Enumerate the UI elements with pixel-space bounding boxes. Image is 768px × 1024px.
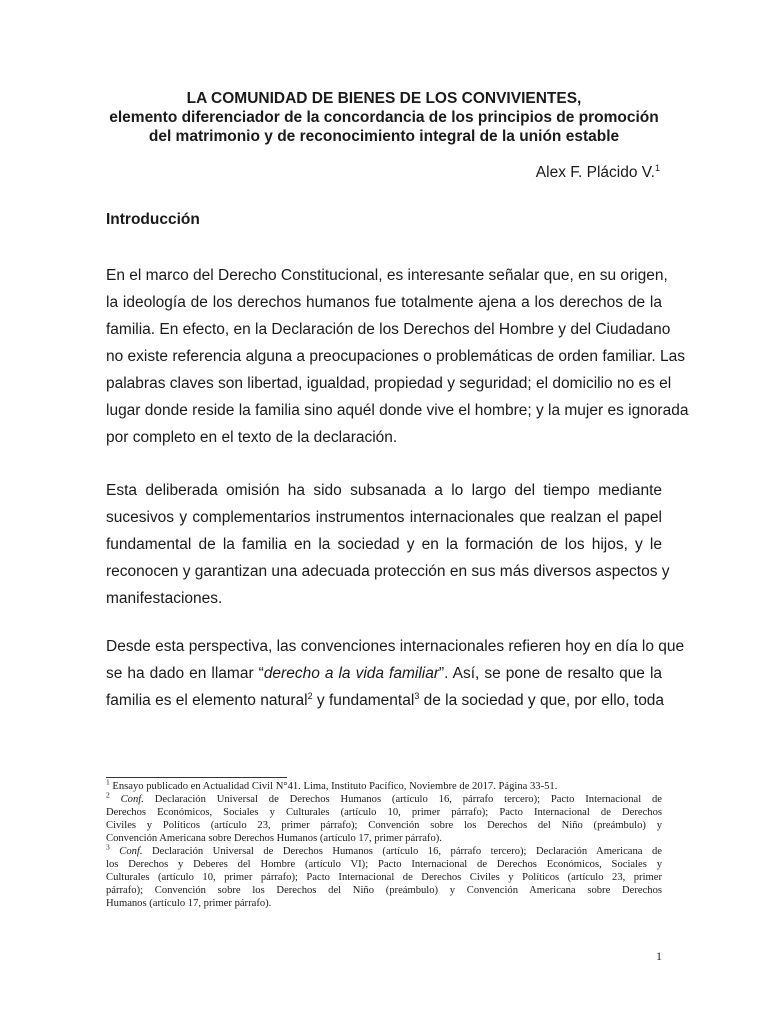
footnote-2 — [106, 790, 662, 806]
footnote-ref: 2 — [307, 690, 313, 701]
footnote-text: Civiles y Políticos (artículo 23, primer párrafo); Convención sobre los Derechos del Niño (preámbulo) y — [106, 820, 662, 831]
text-line: Desde esta perspectiva, las convenciones internacionales refieren hoy en día lo que — [106, 638, 685, 655]
author-name: Alex F. Plácido V. — [535, 164, 655, 181]
footnote-number: 3 — [106, 842, 110, 852]
title-line: del matrimonio y de reconocimiento integral de la unión estable — [148, 128, 620, 145]
footnote-number: 1 — [106, 777, 110, 787]
author-line — [536, 163, 660, 183]
page-number: 1 — [656, 949, 662, 963]
footnote-1 — [106, 777, 662, 793]
italic-phrase: derecho a la vida familiar — [263, 665, 439, 682]
section-heading: Introducción — [106, 211, 200, 228]
text-run: ”. Así, se pone de resalto que la — [439, 665, 663, 682]
footnote-conf: Conf. — [119, 846, 143, 857]
text-line: palabras claves son libertad, igualdad, propiedad y seguridad; el domicilio no es el — [106, 375, 672, 392]
title-line: LA COMUNIDAD DE BIENES DE LOS CONVIVIENTES, — [186, 90, 582, 107]
footnote-text: Ensayo publicado en Actualidad Civil N°41. Lima, Instituto Pacífico, Noviembre de 2017. Página 33-51. — [112, 781, 558, 792]
text-line: la ideología de los derechos humanos fue totalmente ajena a los derechos de la — [106, 294, 662, 311]
footnote-number: 2 — [106, 790, 110, 800]
footnote-text: Declaración Universal de Derechos Humanos (artículo 16, párrafo tercero); Declaración Americana de — [142, 846, 662, 857]
footnote-text: párrafo); Convención sobre los Derechos del Niño (preámbulo) y Convención Americana sobre Derechos — [106, 885, 662, 896]
text-line: Esta deliberada omisión ha sido subsanada a lo largo del tiempo mediante — [106, 482, 662, 499]
footnote-conf: Conf. — [120, 794, 144, 805]
footnote-separator — [106, 777, 287, 778]
text-run: se ha dado en llamar “ — [106, 665, 264, 682]
document-title — [106, 89, 662, 146]
footnotes — [106, 777, 662, 910]
footnote-text: Convención Americana sobre Derechos Humanos (artículo 17, primer párrafo). — [106, 833, 442, 844]
text-line: En el marco del Derecho Constitucional, es interesante señalar que, en su origen, — [106, 267, 668, 284]
footnote-3 — [106, 842, 662, 858]
text-line: familia. En efecto, en la Declaración de los Derechos del Hombre y del Ciudadano — [106, 321, 671, 338]
footnote-text: Declaración Universal de Derechos Humanos (artículo 16, párrafo tercero); Pacto Internacional de — [143, 794, 662, 805]
title-line: elemento diferenciador de la concordancia de los principios de promoción — [109, 109, 659, 126]
text-line: reconocen y garantizan una adecuada protección en sus más diversos aspectos y — [106, 563, 670, 580]
text-run: familia es el elemento natural — [106, 692, 308, 709]
text-line: sucesivos y complementarios instrumentos internacionales que realzan el papel — [106, 509, 662, 526]
text-line: lugar donde reside la familia sino aquél donde vive el hombre; y la mujer es ignorada — [106, 402, 689, 419]
paragraph-2 — [106, 477, 670, 612]
paragraph-1 — [106, 262, 689, 451]
footnote-text: los Derechos y Deberes del Hombre (artículo VI); Pacto Internacional de Derechos Económicos, Sociales y — [106, 859, 662, 870]
footnote-text: Humanos (artículo 17, primer párrafo). — [106, 898, 272, 909]
text-line: no existe referencia alguna a preocupaciones o problemáticas de orden familiar. Las — [106, 348, 686, 365]
text-run: de la sociedad y que, por ello, toda — [419, 692, 665, 709]
text-line — [106, 687, 665, 714]
paragraph-3 — [106, 633, 685, 714]
text-line: manifestaciones. — [106, 590, 223, 607]
text-line: por completo en el texto de la declaración. — [106, 429, 398, 446]
footnote-text: Derechos Económicos, Sociales y Culturales (artículo 10, primer párrafo); Pacto Internacional de Derechos — [106, 807, 662, 818]
footnote-ref: 3 — [414, 690, 420, 701]
text-line: fundamental de la familia en la sociedad y en la formación de los hijos, y le — [106, 536, 662, 553]
text-line — [106, 660, 662, 687]
text-run: y fundamental — [312, 692, 415, 709]
footnote-ref: 1 — [654, 162, 660, 173]
footnote-text: Culturales (artículo 10, primer párrafo); Pacto Internacional de Derechos Civiles y Políticos (artículo 23, primer — [106, 872, 662, 883]
